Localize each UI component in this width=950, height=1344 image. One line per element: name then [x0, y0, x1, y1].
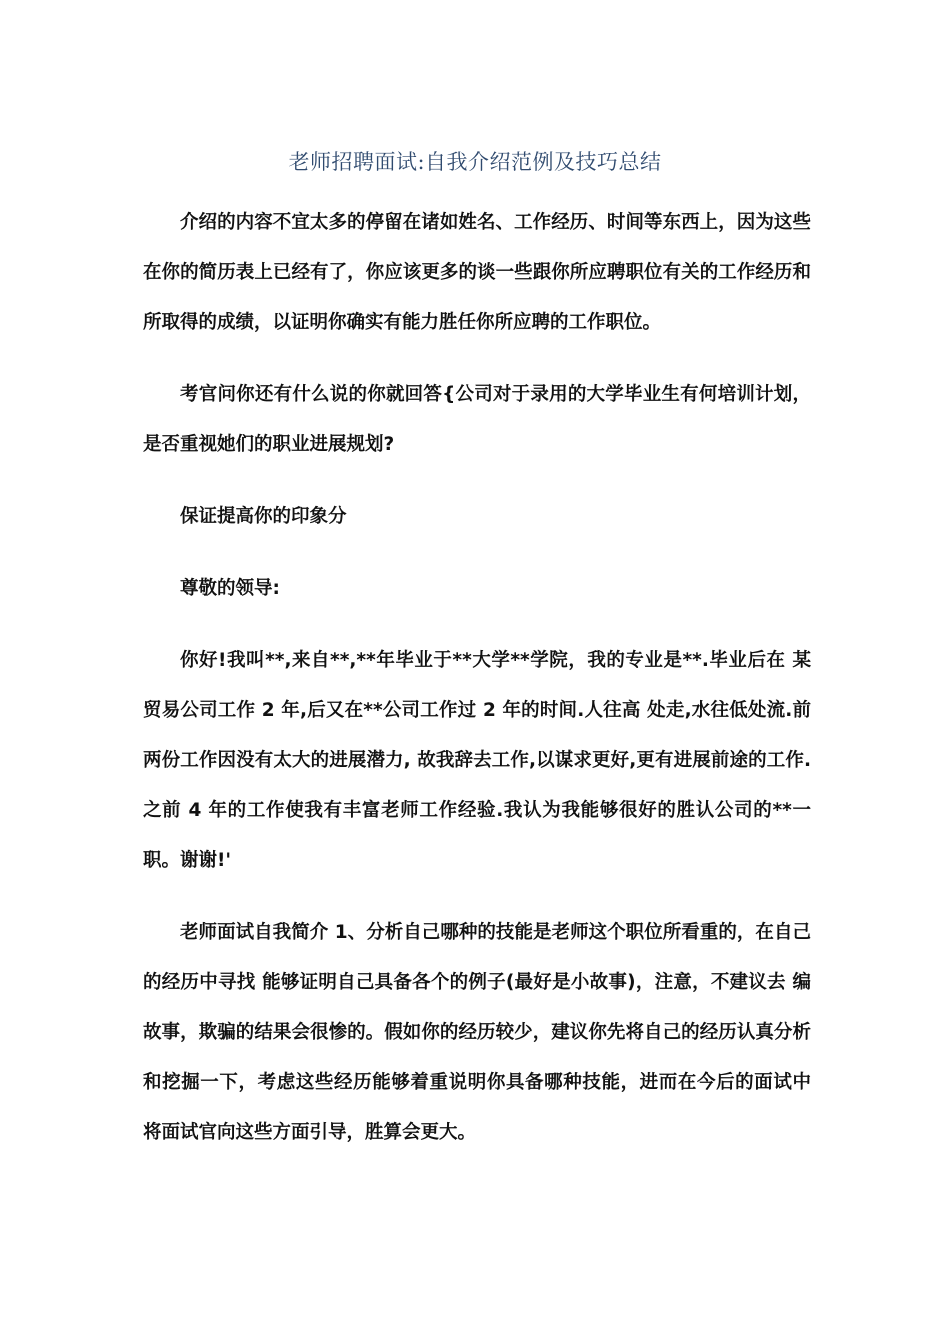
paragraph-salutation: 尊敬的领导: — [180, 578, 280, 599]
paragraph-impression-heading: 保证提高你的印象分 — [180, 506, 347, 527]
document-title: 老师招聘面试:自我介绍范例及技巧总结 — [288, 150, 662, 174]
paragraph-intro-content: 介绍的内容不宜太多的停留在诸如姓名、工作经历、时间等东西上，因为这些在你的简历表上已经有了，你应该更多的谈一些跟你所应聘职位有关的工作经历和所取得的成绩，以证明你确实有能力胜任你所应聘的工作职位。 — [143, 212, 811, 333]
paragraph-sample-introduction: 你好!我叫**,来自**,**年毕业于**大学**学院，我的专业是**.毕业后在 某贸易公司工作 2 年,后又在**公司工作过 2 年的时间.人往高 处走,水往低处流.前两份工作因没有太大的进展潜力, 故我辞去工作,以谋求更好,更有进展前途的工作.之前 4 年的工作使我有丰富老师工作经验.我认为我能够很好的胜认公司的**一职。谢谢!' — [143, 650, 811, 871]
document-body — [143, 198, 811, 1158]
paragraph-interview-tips: 老师面试自我简介 1、分析自己哪种的技能是老师这个职位所看重的，在自己的经历中寻找 能够证明自己具备各个的例子(最好是小故事)，注意，不建议去 编故事，欺骗的结果会很惨的。假如你的经历较少，建议你先将自己的经历认真分析和挖掘一下，考虑这些经历能够着重说明你具备哪种技能，进而在今后的面试中 将面试官向这些方面引导，胜算会更大。 — [143, 922, 811, 1143]
paragraph-examiner-question: 考官问你还有什么说的你就回答{公司对于录用的大学毕业生有何培训计划，是否重视她们的职业进展规划? — [143, 384, 811, 455]
